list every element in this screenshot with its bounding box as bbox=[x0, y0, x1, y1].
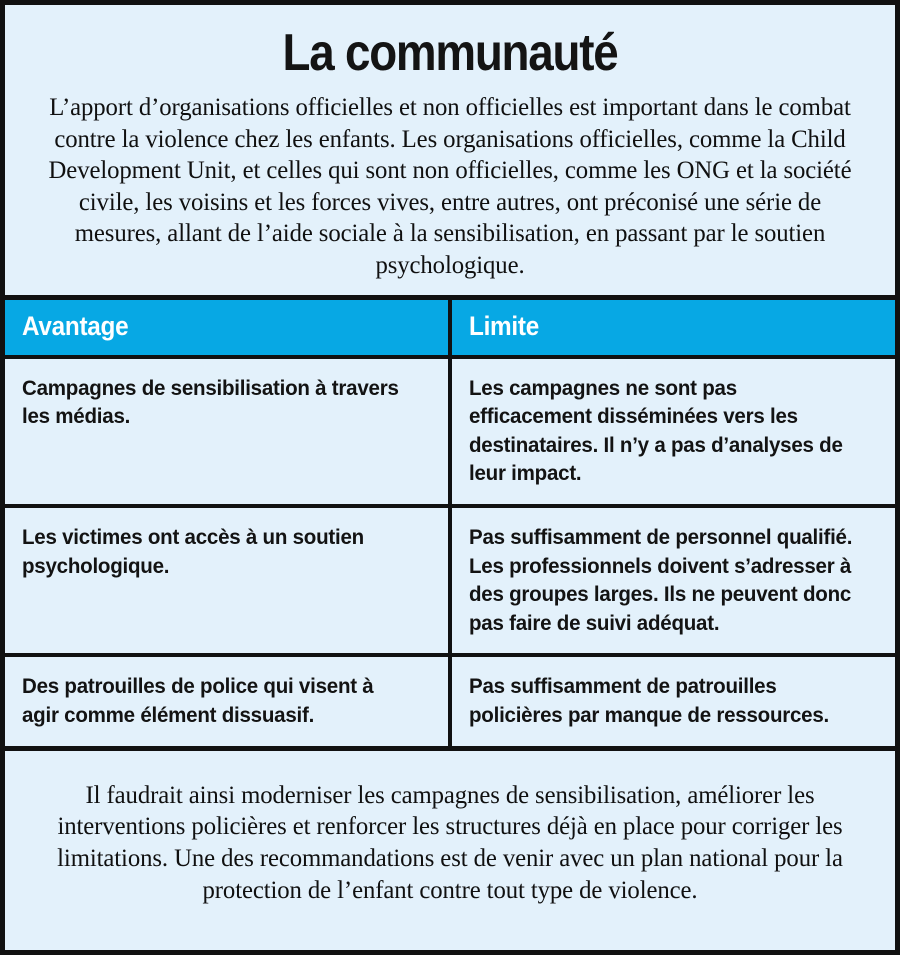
conclusion-paragraph-block bbox=[5, 751, 895, 907]
column-header-limite-label: Limite bbox=[469, 310, 539, 341]
cell-avantage-text: Des patrouilles de police qui visent à agir comme élément dissuasif. bbox=[22, 674, 374, 727]
table-body bbox=[5, 357, 895, 746]
cell-limite-text: Pas suffisamment de patrouilles policières par manque de ressources. bbox=[469, 674, 830, 727]
cell-limite-text: Pas suffisamment de personnel qualifié. Les professionnels doivent s’adresser à des groupes larges. Ils ne peuvent donc pas faire de suivi adéquat. bbox=[469, 525, 853, 635]
column-header-limite bbox=[450, 300, 895, 357]
cell-avantage bbox=[5, 655, 450, 745]
table-row bbox=[5, 506, 895, 655]
cell-limite bbox=[450, 506, 895, 655]
column-header-avantage-label: Avantage bbox=[22, 310, 129, 341]
cell-avantage-text: Campagnes de sensibilisation à travers les médias. bbox=[22, 375, 399, 429]
cell-limite bbox=[450, 357, 895, 506]
page-title: La communauté bbox=[282, 24, 618, 82]
comparison-table-wrapper bbox=[5, 295, 895, 751]
cell-avantage-text: Les victimes ont accès à un soutien psychologique. bbox=[22, 525, 364, 578]
table-header bbox=[5, 300, 895, 357]
table-header-row bbox=[5, 300, 895, 357]
cell-avantage bbox=[5, 506, 450, 655]
table-row bbox=[5, 357, 895, 506]
column-header-avantage bbox=[5, 300, 450, 357]
cell-limite-text: Les campagnes ne sont pas efficacement disséminées vers les destinataires. Il n’y a pas d’analyses de leur impact. bbox=[469, 375, 843, 486]
intro-paragraph-block bbox=[5, 83, 895, 281]
title-block bbox=[5, 5, 895, 83]
intro-paragraph: L’apport d’organisations officielles et non officielles est important dans le combat contre la violence chez les enfants. Les organisations officielles, comme la Child Development Unit, et celles qui sont non officielles, comme les ONG et la société civile, les voisins et les forces vives, entre autres, ont préconisé une série de mesures, allant de l’aide sociale à la sensibilisation, en passant par le soutien psychologique. bbox=[48, 92, 852, 280]
cell-limite bbox=[450, 655, 895, 745]
comparison-table bbox=[5, 300, 895, 746]
conclusion-paragraph: Il faudrait ainsi moderniser les campagnes de sensibilisation, améliorer les interventions policières et renforcer les structures déjà en place pour corriger les limitations. Une des recommandations est de venir avec un plan national pour la protection de l’enfant contre tout type de violence. bbox=[57, 779, 843, 905]
cell-avantage bbox=[5, 357, 450, 506]
table-row bbox=[5, 655, 895, 745]
